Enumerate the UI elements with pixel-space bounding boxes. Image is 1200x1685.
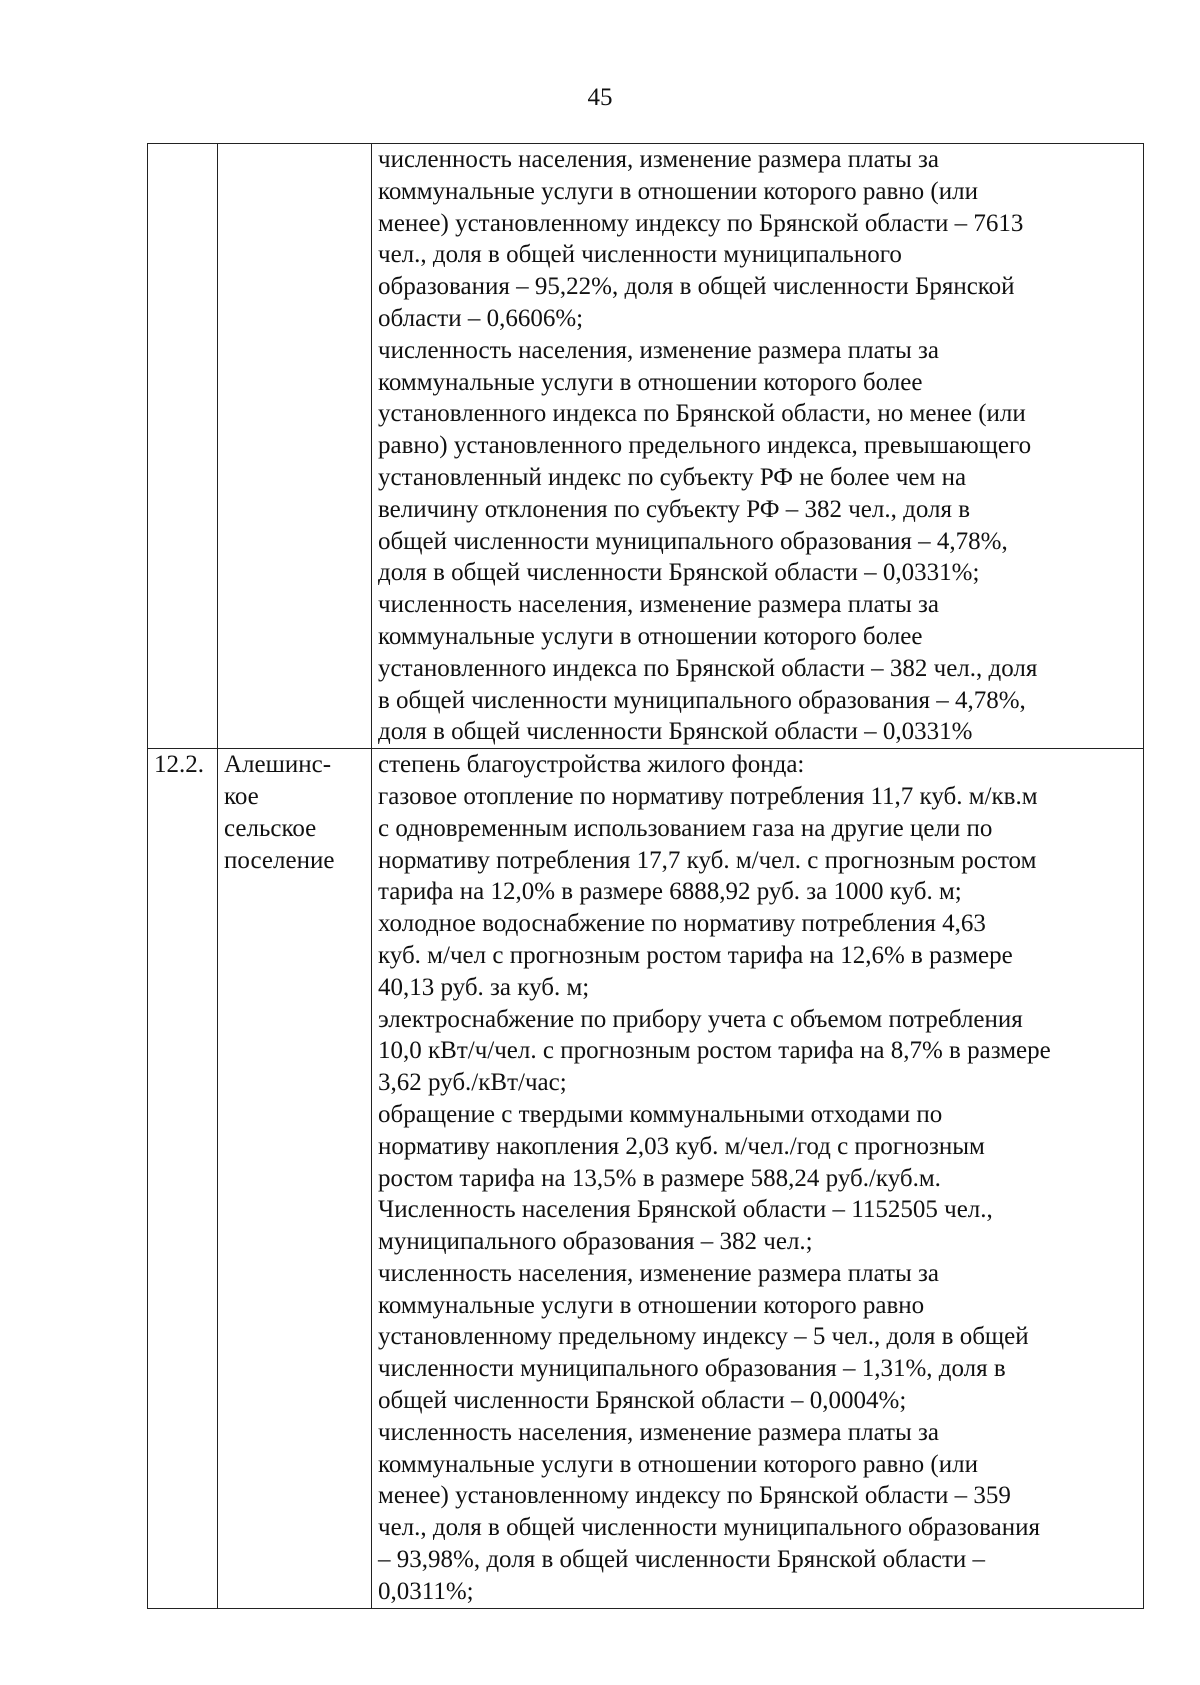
text-line: газовое отопление по нормативу потребления 11,7 куб. м/кв.м [378, 782, 1038, 810]
text-line: равно) установленного предельного индекса, превышающего [378, 432, 1032, 460]
text-line: холодное водоснабжение по нормативу потребления 4,63 [378, 910, 986, 938]
text-line: чел., доля в общей численности муниципального образования [378, 1514, 1040, 1542]
text-line: обращение с твердыми коммунальными отходами по [378, 1100, 943, 1128]
text-line: установленный индекс по субъекту РФ не более чем на [378, 463, 967, 491]
text-line: установленного индекса по Брянской области – 382 чел., доля [378, 654, 1038, 682]
municipality-name-line: поселение [224, 846, 335, 874]
text-line: куб. м/чел с прогнозным ростом тарифа на 12,6% в размере [378, 941, 1013, 969]
text-line: тарифа на 12,0% в размере 6888,92 руб. за 1000 куб. м; [378, 878, 962, 906]
text-line: Численность населения Брянской области – 1152505 чел., [378, 1196, 993, 1224]
row-number-cell [148, 749, 218, 1609]
text-line: нормативу потребления 17,7 куб. м/чел. с прогнозным ростом [378, 846, 1037, 874]
description-cell [372, 144, 1144, 749]
text-line: муниципального образования – 382 чел.; [378, 1228, 813, 1256]
text-line: общей численности Брянской области – 0,0004%; [378, 1387, 907, 1415]
text-line: менее) установленному индексу по Брянской области – 359 [378, 1482, 1011, 1510]
text-line: степень благоустройства жилого фонда: [378, 751, 805, 779]
text-line: 10,0 кВт/ч/чел. с прогнозным ростом тарифа на 8,7% в размере [378, 1037, 1051, 1065]
text-line: установленному предельному индексу – 5 чел., доля в общей [378, 1323, 1029, 1351]
text-line: общей численности муниципального образования – 4,78%, [378, 527, 1008, 555]
text-line: коммунальные услуги в отношении которого равно (или [378, 1450, 978, 1478]
description-cell [372, 749, 1144, 1609]
text-line: численность населения, изменение размера платы за [378, 591, 939, 619]
text-line: области – 0,6606%; [378, 304, 584, 332]
text-line: численности муниципального образования – 1,31%, доля в [378, 1355, 1006, 1383]
text-line: 3,62 руб./кВт/час; [378, 1069, 567, 1097]
table-row [148, 144, 1144, 749]
row-number-cell [148, 144, 218, 749]
text-line: численность населения, изменение размера платы за [378, 336, 939, 364]
text-line: 0,0311%; [378, 1577, 474, 1605]
text-line: доля в общей численности Брянской области – 0,0331% [378, 718, 973, 746]
text-line: менее) установленному индексу по Брянской области – 7613 [378, 209, 1024, 237]
text-line: в общей численности муниципального образования – 4,78%, [378, 686, 1026, 714]
municipality-name-cell [218, 144, 372, 749]
page-number: 45 [587, 84, 613, 111]
text-line: численность населения, изменение размера платы за [378, 1418, 939, 1446]
text-line: установленного индекса по Брянской области, но менее (или [378, 400, 1026, 428]
table-row [148, 749, 1144, 1609]
text-line: коммунальные услуги в отношении которого равно (или [378, 177, 978, 205]
text-line: 40,13 руб. за куб. м; [378, 973, 590, 1001]
municipality-name-line: кое [224, 782, 259, 810]
text-line: электроснабжение по прибору учета с объемом потребления [378, 1005, 1023, 1033]
text-line: численность населения, изменение размера платы за [378, 146, 939, 173]
text-line: образования – 95,22%, доля в общей численности Брянской [378, 273, 1015, 301]
text-line: чел., доля в общей численности муниципального [378, 241, 902, 269]
text-line: величину отклонения по субъекту РФ – 382 чел., доля в [378, 495, 971, 523]
text-line: нормативу накопления 2,03 куб. м/чел./год с прогнозным [378, 1132, 985, 1160]
text-line: доля в общей численности Брянской области – 0,0331%; [378, 559, 980, 587]
municipality-name-line: Алешинс- [224, 751, 332, 779]
text-line: – 93,98%, доля в общей численности Брянской области – [378, 1546, 985, 1574]
municipality-name-line: сельское [224, 814, 317, 842]
row-number: 12.2. [154, 751, 204, 779]
text-line: коммунальные услуги в отношении которого более [378, 368, 923, 396]
municipality-name-cell [218, 749, 372, 1609]
text-line: коммунальные услуги в отношении которого более [378, 622, 923, 650]
text-line: ростом тарифа на 13,5% в размере 588,24 руб./куб.м. [378, 1164, 941, 1192]
text-line: коммунальные услуги в отношении которого равно [378, 1291, 925, 1319]
data-table [147, 143, 1144, 1609]
text-line: численность населения, изменение размера платы за [378, 1259, 939, 1287]
text-line: с одновременным использованием газа на другие цели по [378, 814, 993, 842]
